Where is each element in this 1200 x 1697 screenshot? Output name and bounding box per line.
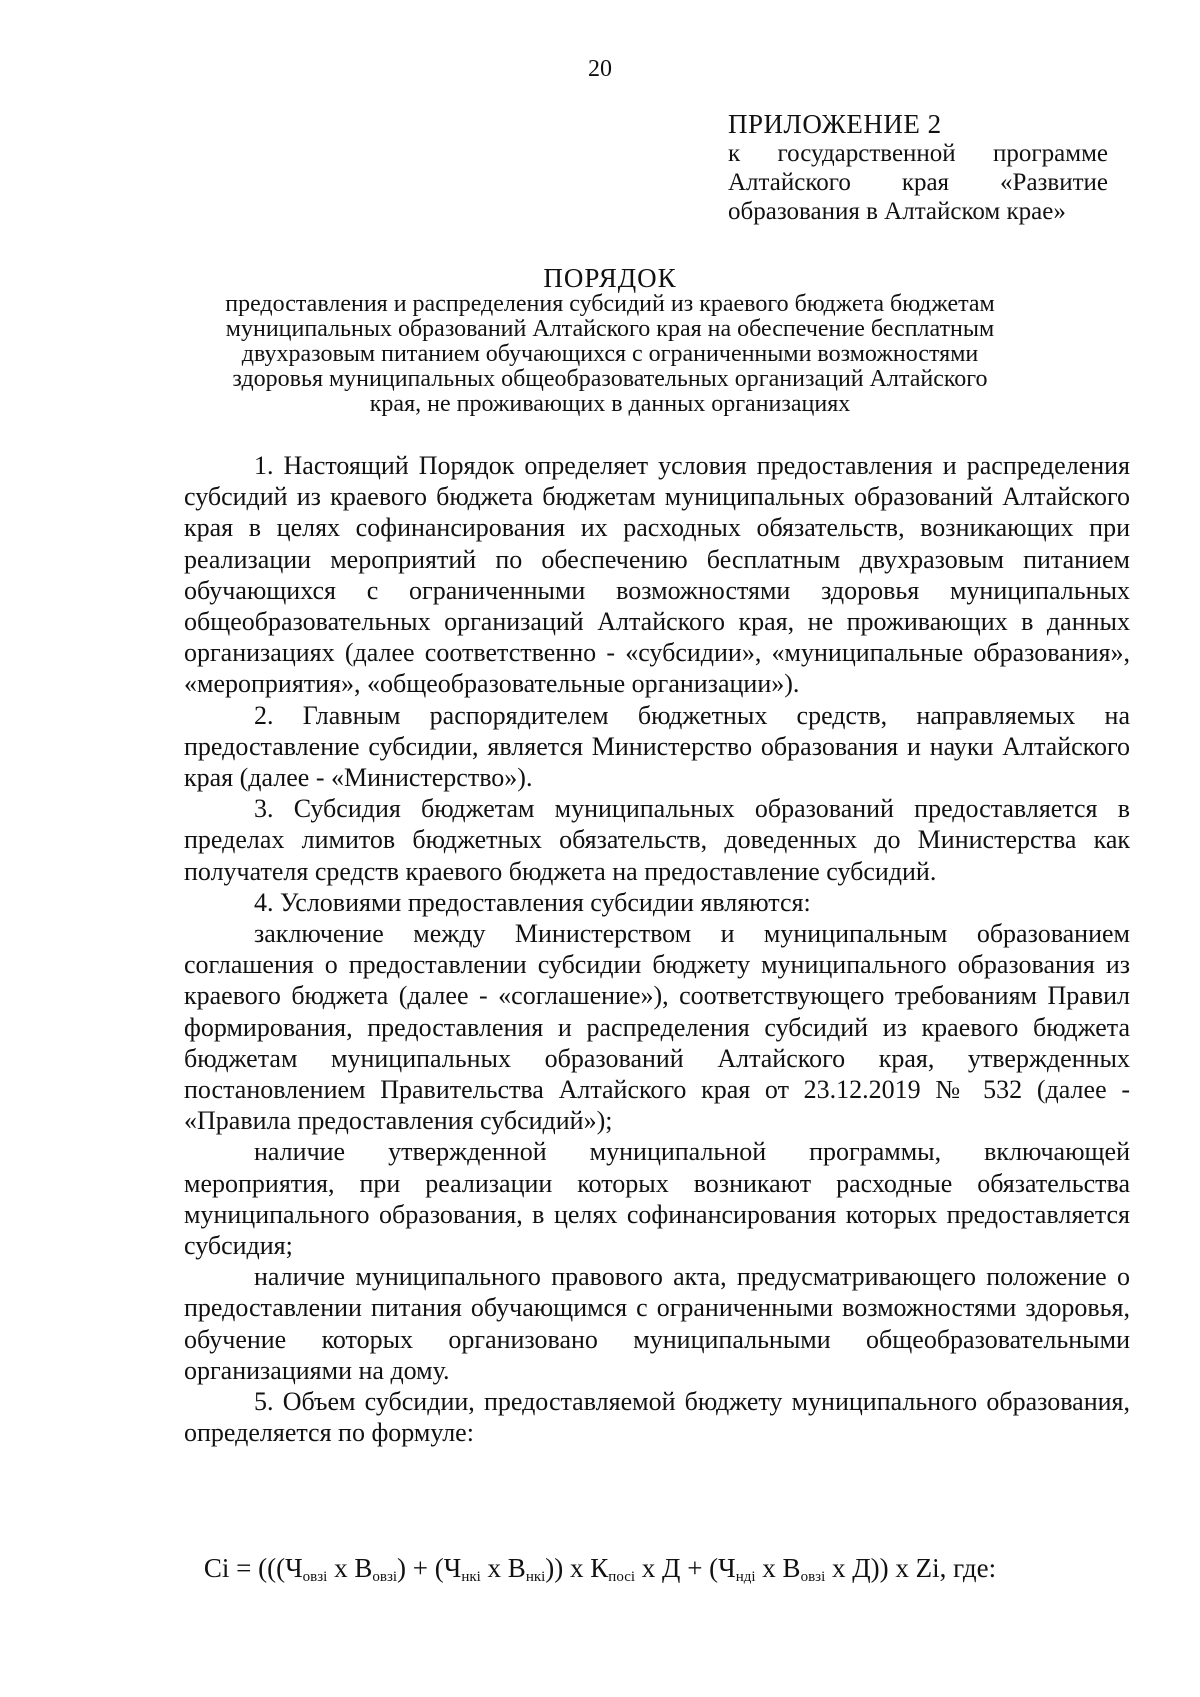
subtitle-line: двухразовым питанием обучающихся с ограниченными возможностями <box>241 341 979 367</box>
formula-subscript: овзі <box>372 1569 398 1585</box>
formula-part: х В <box>755 1553 801 1583</box>
paragraph-1: 1. Настоящий Порядок определяет условия предоставления и распределения субсидий из краевого бюджета бюджетам муниципальных образований Алтайского края в целях софинансирования их расходных обязательств, возникающих при реализации мероприятий по обеспечению бесплатным двухразовым питанием обучающихся с ограниченными возможностями здоровья муниципальных общеобразовательных организаций Алтайского края, не проживающих в данных организациях (далее соответственно - «субсидии», «муниципальные образования», «мероприятия», «общеобразовательные организации»). <box>184 451 1130 699</box>
subtitle-line: здоровья муниципальных общеобразовательных организаций Алтайского <box>232 366 988 392</box>
subtitle-line: предоставления и распределения субсидий из краевого бюджета бюджетам <box>225 291 995 317</box>
formula-subscript: овзі <box>302 1569 328 1585</box>
document-body <box>184 450 1130 1449</box>
page-number: 20 <box>588 56 612 82</box>
appendix-heading: ПРИЛОЖЕНИЕ 2 <box>728 109 942 139</box>
formula-part: х Д + (Ч <box>635 1553 736 1583</box>
formula-part: х В <box>327 1553 373 1583</box>
formula-subscript: нкі <box>525 1569 546 1585</box>
appendix-line: к государственной программе <box>728 140 1108 167</box>
subsidy-formula <box>0 1553 1200 1586</box>
formula-part: х В <box>480 1553 526 1583</box>
formula-subscript: овзі <box>800 1569 826 1585</box>
paragraph-3: 3. Субсидия бюджетам муниципальных образований предоставляется в пределах лимитов бюджетных обязательств, доведенных до Министерства как получателя средств краевого бюджета на предоставление субсидий. <box>184 794 1130 886</box>
paragraph-4: 4. Условиями предоставления субсидии являются: <box>254 887 811 917</box>
appendix-line: Алтайского края «Развитие <box>728 169 1108 196</box>
paragraph-2: 2. Главным распорядителем бюджетных средств, направляемых на предоставление субсидии, является Министерство образования и науки Алтайского края (далее - «Министерство»). <box>184 700 1130 793</box>
paragraph-condition-1: заключение между Министерством и муниципальным образованием соглашения о предоставлении субсидии бюджету муниципального образования из краевого бюджета (далее - «соглашение»), соответствующего требованиям Правил формирования, предоставления и распределения субсидий из краевого бюджета бюджетам муниципальных образований Алтайского края, утвержденных постановлением Правительства Алтайского края от 23.12.2019 № 532 (далее - «Правила предоставления субсидий»); <box>184 919 1130 1136</box>
subtitle-line: края, не проживающих в данных организациях <box>369 391 851 417</box>
formula-part: )) х К <box>545 1553 609 1583</box>
paragraph-condition-2: наличие утвержденной муниципальной программы, включающей мероприятия, при реализации которых возникают расходные обязательства муниципального образования, в целях софинансирования которых предоставляется субсидия; <box>184 1137 1130 1261</box>
document-title: ПОРЯДОК <box>543 263 677 293</box>
paragraph-condition-3: наличие муниципального правового акта, предусматривающего положение о предоставлении питания обучающимся с ограниченными возможностями здоровья, обучение которых организовано муниципальными общеобразовательными организациями на дому. <box>184 1262 1130 1385</box>
paragraph-5: 5. Объем субсидии, предоставляемой бюджету муниципального образования, определяется по формуле: <box>184 1387 1130 1448</box>
formula-part: ) + (Ч <box>397 1553 462 1583</box>
subtitle-line: муниципальных образований Алтайского края на обеспечение бесплатным <box>225 316 995 342</box>
document-title-block <box>140 263 1080 417</box>
formula-subscript: посі <box>608 1569 636 1585</box>
formula-part: Ci = (((Ч <box>203 1553 303 1583</box>
formula-part: х Д)) х Zi, где: <box>825 1553 997 1583</box>
formula-subscript: нкі <box>461 1569 481 1585</box>
appendix-block <box>728 110 1108 226</box>
formula-subscript: ндi <box>735 1569 756 1585</box>
appendix-line: образования в Алтайском крае» <box>728 198 1066 225</box>
